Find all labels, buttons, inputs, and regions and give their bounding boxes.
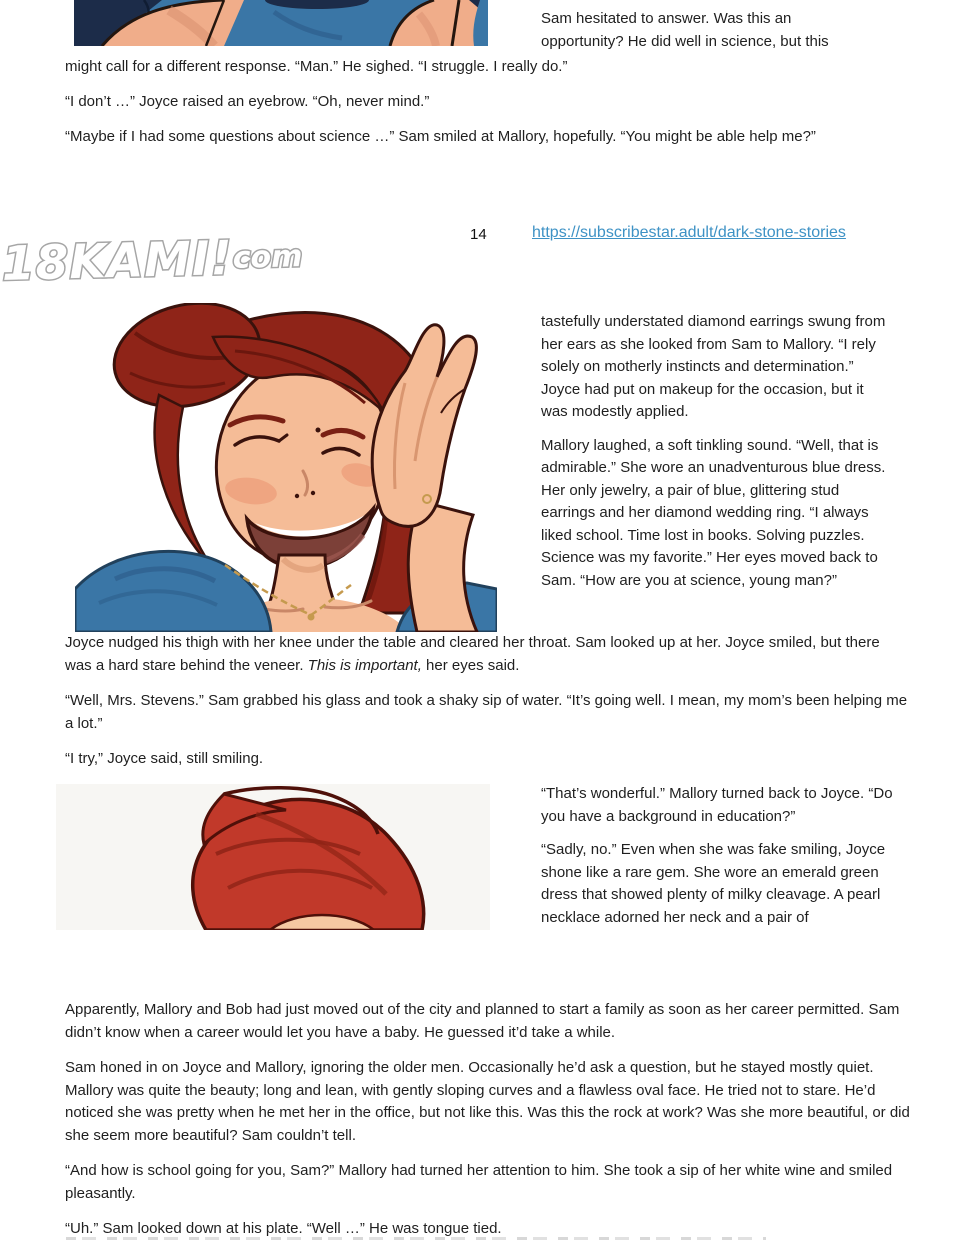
- paragraph-veneer: [65, 632, 910, 677]
- site-watermark-logo: [1, 230, 303, 292]
- veneer-text-after: her eyes said.: [421, 656, 520, 674]
- top-cropped-illustration: [74, 0, 488, 46]
- paragraph-sam-honed: Sam honed in on Joyce and Mallory, ignoring the older men. Occasionally he’d ask a question, but he stayed mostly quiet. Mallory was quite the beauty; long and lean, with gently sloping curves and a flawless oval face. He tried not to stare. He’d noticed she was pretty when he met her in the office, but not like this. Was this the rock at work? Was she more beautiful, or did she seem more beautiful? Sam couldn’t tell.: [65, 1059, 910, 1144]
- paragraph-thats-wonderful: “That’s wonderful.” Mallory turned back to Joyce. “Do you have a background in education?”: [541, 785, 893, 825]
- paragraph-i-dont: “I don’t …” Joyce raised an eyebrow. “Oh, never mind.”: [65, 93, 430, 110]
- watermark-main-text: 18KAMI!: [1, 230, 234, 292]
- paragraph-maybe-questions: “Maybe if I had some questions about science …” Sam smiled at Mallory, hopefully. “You might be able help me?”: [65, 128, 816, 145]
- paragraph-well-mrs-stevens: “Well, Mrs. Stevens.” Sam grabbed his glass and took a shaky sip of water. “It’s going well. I mean, my mom’s been helping me a lot.”: [65, 692, 908, 732]
- subscribestar-link[interactable]: https://subscribestar.adult/dark-stone-stories: [532, 224, 846, 241]
- paragraph-sadly-no: “Sadly, no.” Even when she was fake smiling, Joyce shone like a rare gem. She wore an emerald green dress that showed plenty of milky cleavage. A pearl necklace adorned her neck and a pair of: [541, 841, 886, 926]
- clipped-next-line: [66, 1237, 766, 1240]
- paragraph-mallory-laughed: Mallory laughed, a soft tinkling sound. “Well, that is admirable.” She wore an unadventurous blue dress. Her only jewelry, a pair of blue, glittering stud earrings and her diamond wedding ring. “I always liked school. Time lost in books. Solving puzzles. Science was my favorite.” Her eyes moved back to Sam. “How are you at science, young man?”: [541, 436, 886, 589]
- page-number: 14: [470, 226, 487, 243]
- paragraph-uh: “Uh.” Sam looked down at his plate. “Well …” He was tongue tied.: [65, 1220, 502, 1237]
- paragraph-i-try: “I try,” Joyce said, still smiling.: [65, 750, 264, 767]
- column-text-block-b: [541, 783, 893, 940]
- veneer-text-before: Joyce nudged his thigh with her knee under the table and cleared her throat. Sam looked up at her. Joyce smiled, but there was a hard stare behind the veneer.: [65, 634, 880, 674]
- paragraph-and-how: “And how is school going for you, Sam?” Mallory had turned her attention to him. She took a sip of her white wine and smiled pleasantly.: [65, 1162, 893, 1202]
- paragraph-apparently: Apparently, Mallory and Bob had just moved out of the city and planned to start a family as soon as her career permitted. Sam didn’t know when a career would let you have a baby. He guessed it’d take a while.: [65, 1001, 900, 1041]
- main-illustration-woman-facepalm: [75, 303, 497, 632]
- veneer-text-italic: This is important,: [307, 656, 422, 674]
- paragraph-sam-hesitated: Sam hesitated to answer. Was this an opportunity? He did well in science, but this: [541, 10, 829, 50]
- paragraph-earrings: tastefully understated diamond earrings swung from her ears as she looked from Sam to Mallory. “I rely solely on motherly instincts and determination.” Joyce had put on makeup for the occasion, but it was modestly applied.: [541, 313, 886, 420]
- column-text-block-a: [541, 311, 891, 603]
- watermark-suffix-text: com: [232, 239, 303, 276]
- paragraph-might-call: might call for a different response. “Man.” He sighed. “I struggle. I really do.”: [65, 58, 568, 75]
- bottom-cropped-illustration-hair-bun: [56, 784, 490, 930]
